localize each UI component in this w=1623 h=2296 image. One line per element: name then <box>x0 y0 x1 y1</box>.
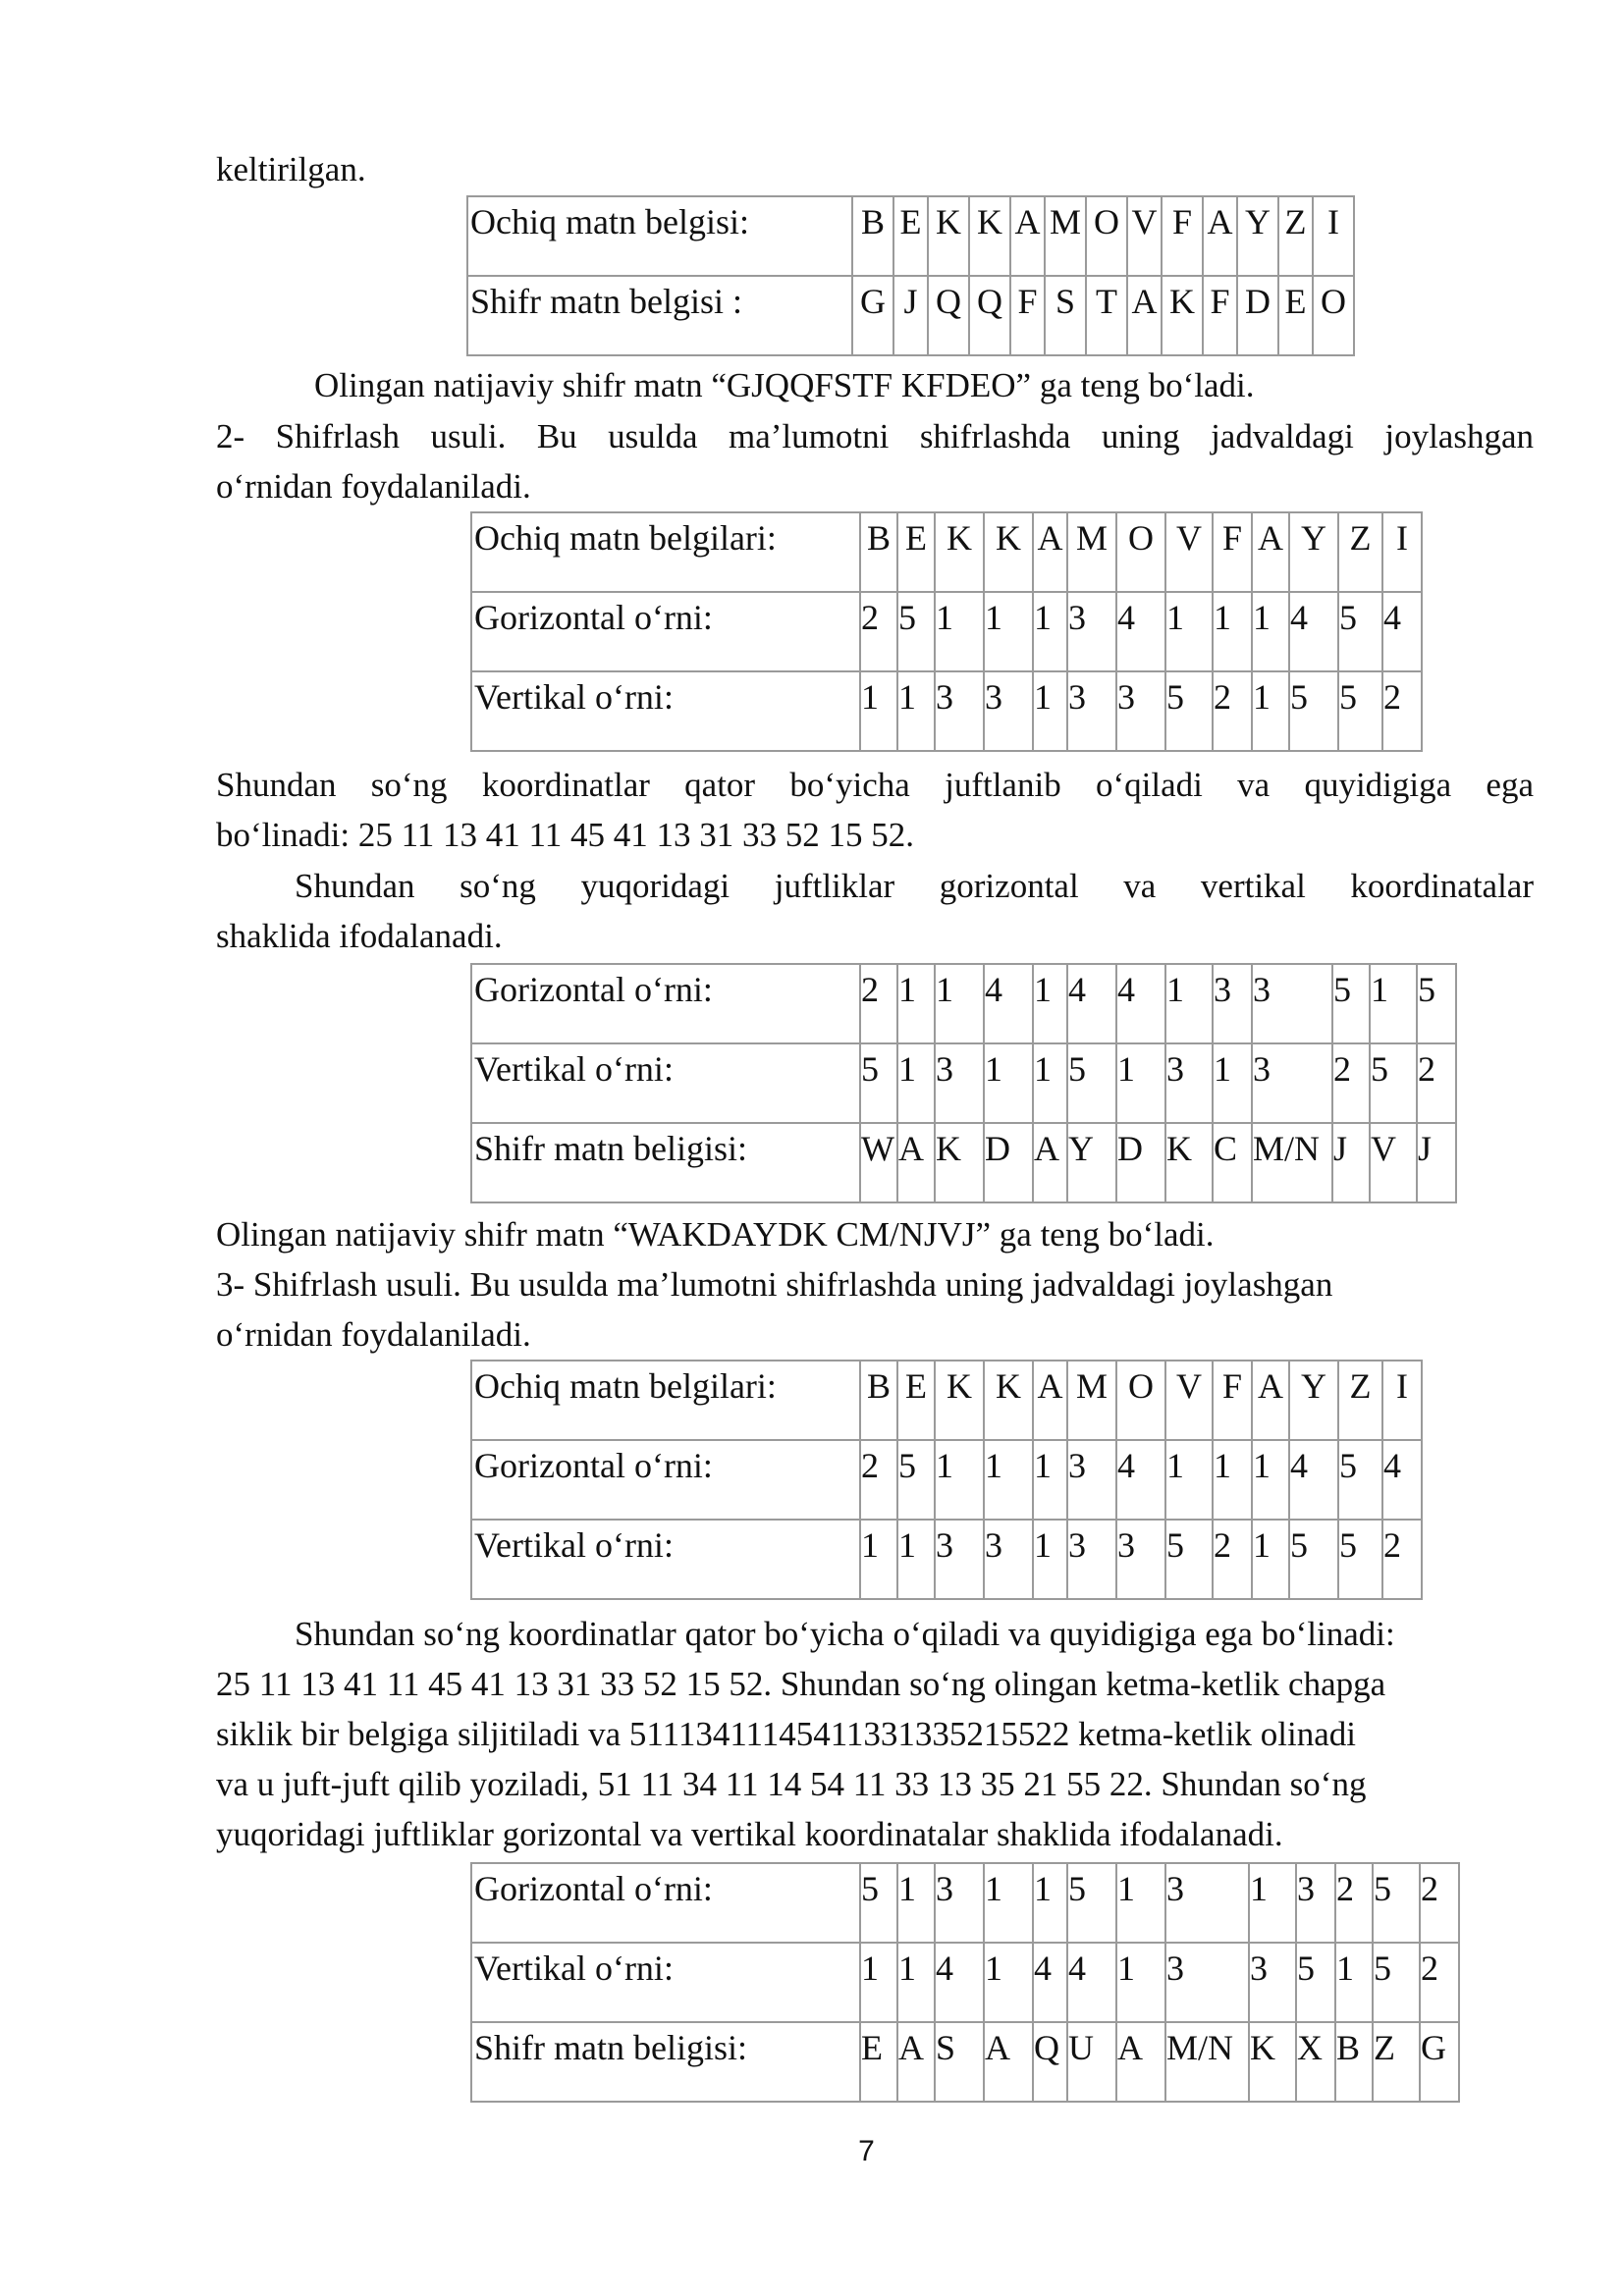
method-3-body <box>216 1609 1395 1859</box>
table-cell: 1 <box>984 592 1033 671</box>
table-cell: J <box>893 276 928 355</box>
table-cell: 2 <box>860 592 897 671</box>
table-cell: 3 <box>1252 1043 1332 1123</box>
table-cell: 5 <box>1370 1043 1417 1123</box>
table-row <box>471 1440 1422 1520</box>
table-cell: K <box>928 196 969 276</box>
table-cell: 4 <box>935 1943 984 2022</box>
row-label: Shifr matn beligisi: <box>471 1123 860 1202</box>
table-cell: E <box>893 196 928 276</box>
table-cell: 3 <box>1067 1440 1116 1520</box>
table-cell: Y <box>1067 1123 1116 1202</box>
table-cell: 1 <box>1252 671 1289 751</box>
table-cell: 3 <box>1165 1943 1249 2022</box>
table-cell: 1 <box>1335 1943 1373 2022</box>
table-cell: 1 <box>1165 964 1213 1043</box>
table-cell: E <box>860 2022 897 2102</box>
table-cell: 1 <box>1033 1043 1067 1123</box>
table-cell: K <box>1162 276 1203 355</box>
table-cell: B <box>852 196 893 276</box>
table-cell: 2 <box>1417 1043 1456 1123</box>
table-cell: E <box>897 1361 935 1440</box>
table-cell: 3 <box>984 1520 1033 1599</box>
table-cell: 2 <box>1420 1943 1459 2022</box>
table-cell: 4 <box>1382 592 1422 671</box>
paragraph-continuation: keltirilgan. <box>216 150 366 188</box>
table-cell: 1 <box>1033 1440 1067 1520</box>
table-cell: B <box>1335 2022 1373 2102</box>
table-cell: 5 <box>1338 1440 1382 1520</box>
table-cell: 5 <box>1165 1520 1213 1599</box>
table-cell: 4 <box>1289 1440 1338 1520</box>
table-cell: Y <box>1237 196 1278 276</box>
table-cell: E <box>1278 276 1313 355</box>
table-cell: 1 <box>984 1863 1033 1943</box>
table-cell: A <box>1033 1361 1067 1440</box>
text-line: yuqoridagi juftliklar gorizontal va vertikal koordinatalar shaklida ifodalanadi. <box>216 1815 1283 1853</box>
table-cell: E <box>897 512 935 592</box>
table-cell: 5 <box>1165 671 1213 751</box>
table-cell: K <box>969 196 1010 276</box>
table-cell: D <box>984 1123 1033 1202</box>
table-cell: 5 <box>1067 1863 1116 1943</box>
row-label: Shifr matn belgisi : <box>467 276 852 355</box>
table-cell: 1 <box>1033 1520 1067 1599</box>
table-cell: 1 <box>897 1943 935 2022</box>
table-cell: B <box>860 512 897 592</box>
table-cell: 1 <box>984 1043 1033 1123</box>
table-cell: O <box>1116 512 1165 592</box>
table-cell: W <box>860 1123 897 1202</box>
table-cell: O <box>1116 1361 1165 1440</box>
text-line: 2- Shifrlash usuli. Bu usulda ma’lumotni shifrlashda uning jadvaldagi joylashgan <box>216 417 1534 455</box>
table-cell: F <box>1213 1361 1252 1440</box>
table-cell: B <box>860 1361 897 1440</box>
table-cell: 1 <box>1213 592 1252 671</box>
table-cell: Y <box>1289 512 1338 592</box>
table-cell: 5 <box>1338 671 1382 751</box>
table-cell: A <box>1252 512 1289 592</box>
table-cell: I <box>1382 1361 1422 1440</box>
table-cell: 4 <box>1116 592 1165 671</box>
table-cell: K <box>1249 2022 1296 2102</box>
table-cell: A <box>1203 196 1237 276</box>
table-cell: 2 <box>1335 1863 1373 1943</box>
table-cell: K <box>935 512 984 592</box>
table-cell: 5 <box>897 1440 935 1520</box>
table-cell: 3 <box>935 1863 984 1943</box>
table-cell: Z <box>1338 1361 1382 1440</box>
table-cell: 1 <box>1252 1520 1289 1599</box>
table-method-3-coords <box>470 1360 1423 1600</box>
table-cell: Q <box>928 276 969 355</box>
page-number: 7 <box>858 2135 875 2167</box>
row-label: Ochiq matn belgisi: <box>467 196 852 276</box>
table-cell: 1 <box>1165 1440 1213 1520</box>
table-cell: 5 <box>860 1043 897 1123</box>
text-line: o‘rnidan foydalaniladi. <box>216 467 531 506</box>
text-line: Shundan so‘ng koordinatlar qator bo‘yicha juftlanib o‘qiladi va quyidigiga ega <box>216 766 1534 804</box>
text-line: 25 11 13 41 11 45 41 13 31 33 52 15 52. Shundan so‘ng olingan ketma-ketlik chapga <box>216 1665 1386 1703</box>
table-cell: 5 <box>1289 1520 1338 1599</box>
table-cell: M/N <box>1165 2022 1249 2102</box>
table-cell: 1 <box>1252 592 1289 671</box>
table-cell: 3 <box>935 671 984 751</box>
table-row <box>471 512 1422 592</box>
row-label: Gorizontal o‘rni: <box>471 964 860 1043</box>
table-cell: 1 <box>1249 1863 1296 1943</box>
table-row <box>471 671 1422 751</box>
table-cell: 3 <box>1067 1520 1116 1599</box>
table-cell: 1 <box>1116 1943 1165 2022</box>
table-cell: 5 <box>1296 1943 1335 2022</box>
text-line: Shundan so‘ng koordinatlar qator bo‘yicha o‘qiladi va quyidigiga ega bo‘linadi: <box>295 1615 1395 1653</box>
table-row <box>467 276 1354 355</box>
table-cell: 5 <box>1338 1520 1382 1599</box>
row-label: Gorizontal o‘rni: <box>471 1440 860 1520</box>
row-label: Vertikal o‘rni: <box>471 671 860 751</box>
table-cell: V <box>1165 512 1213 592</box>
table-cell: 5 <box>1332 964 1370 1043</box>
table-cell: 2 <box>1213 671 1252 751</box>
table-cell: D <box>1116 1123 1165 1202</box>
table-row <box>471 1520 1422 1599</box>
table-cell: Z <box>1278 196 1313 276</box>
row-label: Vertikal o‘rni: <box>471 1943 860 2022</box>
table-cell: 5 <box>1338 592 1382 671</box>
table-cell: A <box>1116 2022 1165 2102</box>
table-cell: F <box>1213 512 1252 592</box>
table-cell: K <box>984 1361 1033 1440</box>
table-cell: 1 <box>860 1943 897 2022</box>
table-cell: 1 <box>1213 1043 1252 1123</box>
table-method-2-cipher <box>470 963 1457 1203</box>
row-label: Gorizontal o‘rni: <box>471 1863 860 1943</box>
table-cell: 3 <box>1116 671 1165 751</box>
table-cell: 3 <box>1252 964 1332 1043</box>
table-cell: D <box>1237 276 1278 355</box>
table-cell: 5 <box>1373 1863 1420 1943</box>
table-cell: 4 <box>1289 592 1338 671</box>
table-cell: C <box>1213 1123 1252 1202</box>
table-cell: 4 <box>1033 1943 1067 2022</box>
table-cell: 4 <box>984 964 1033 1043</box>
table-cell: 3 <box>935 1043 984 1123</box>
table-cell: J <box>1417 1123 1456 1202</box>
table-cell: F <box>1203 276 1237 355</box>
method-3-heading <box>216 1259 1332 1360</box>
table-cell: 2 <box>1382 1520 1422 1599</box>
table-cell: V <box>1370 1123 1417 1202</box>
table-cell: 1 <box>1033 671 1067 751</box>
table-cell: 4 <box>1382 1440 1422 1520</box>
table-method-2-coords <box>470 511 1423 752</box>
text-line: shaklida ifodalanadi. <box>216 917 503 955</box>
table-cell: 1 <box>935 1440 984 1520</box>
table-row <box>471 592 1422 671</box>
table-cell: F <box>1162 196 1203 276</box>
table-row <box>467 196 1354 276</box>
row-label: Gorizontal o‘rni: <box>471 592 860 671</box>
table-cell: K <box>935 1361 984 1440</box>
table-row <box>471 964 1456 1043</box>
table-cell: Z <box>1373 2022 1420 2102</box>
table-cell: 1 <box>860 1520 897 1599</box>
table-cell: 1 <box>897 964 935 1043</box>
table-cell: Q <box>969 276 1010 355</box>
table-cell: S <box>935 2022 984 2102</box>
table-cell: 2 <box>860 964 897 1043</box>
table-cell: A <box>1127 276 1162 355</box>
table-row <box>471 2022 1459 2102</box>
table-cell: M <box>1045 196 1086 276</box>
table-cell: 5 <box>1289 671 1338 751</box>
table-cell: I <box>1313 196 1354 276</box>
method-2-heading <box>216 411 1534 511</box>
table-cell: U <box>1067 2022 1116 2102</box>
table-cell: 1 <box>860 671 897 751</box>
table-cell: 5 <box>860 1863 897 1943</box>
table-cell: 5 <box>1373 1943 1420 2022</box>
table-cell: 3 <box>1165 1863 1249 1943</box>
row-label: Shifr matn beligisi: <box>471 2022 860 2102</box>
text-line: siklik bir belgiga siljitiladi va 51113411145411331335215522 ketma-ketlik olinadi <box>216 1715 1357 1753</box>
table-cell: M/N <box>1252 1123 1332 1202</box>
table-cell: 1 <box>1033 964 1067 1043</box>
table-cell: 1 <box>1165 592 1213 671</box>
table-cell: 5 <box>897 592 935 671</box>
text-line: va u juft-juft qilib yoziladi, 51 11 34 11 14 54 11 33 13 35 21 55 22. Shundan so‘ng <box>216 1765 1367 1803</box>
table-cell: 3 <box>1296 1863 1335 1943</box>
table-method-3-cipher <box>470 1862 1460 2103</box>
table-cell: 2 <box>860 1440 897 1520</box>
table-cell: Y <box>1289 1361 1338 1440</box>
table-cell: 3 <box>1249 1943 1296 2022</box>
text-line: Shundan so‘ng yuqoridagi juftliklar gorizontal va vertikal koordinatalar <box>295 867 1534 905</box>
table-cell: 1 <box>984 1440 1033 1520</box>
table-cell: 1 <box>897 671 935 751</box>
table-cell: 1 <box>935 592 984 671</box>
table-cell: O <box>1086 196 1127 276</box>
result-text-method-2: Olingan natijaviy shifr matn “WAKDAYDK CM/NJVJ” ga teng bo‘ladi. <box>216 1215 1215 1254</box>
table-cell: F <box>1010 276 1045 355</box>
method-2-pairs-text <box>216 861 1534 961</box>
table-cell: A <box>897 1123 935 1202</box>
method-2-coords-text <box>216 760 1534 860</box>
table-cell: 1 <box>897 1043 935 1123</box>
table-cell: 1 <box>1033 592 1067 671</box>
table-cell: 4 <box>1116 1440 1165 1520</box>
table-cell: 3 <box>1067 592 1116 671</box>
table-cell: K <box>984 512 1033 592</box>
table-cell: 3 <box>1165 1043 1213 1123</box>
table-cell: 4 <box>1067 1943 1116 2022</box>
table-row <box>471 1361 1422 1440</box>
table-cell: A <box>1010 196 1045 276</box>
table-cell: 2 <box>1213 1520 1252 1599</box>
table-cell: V <box>1165 1361 1213 1440</box>
table-cell: A <box>1252 1361 1289 1440</box>
table-cell: 5 <box>1067 1043 1116 1123</box>
table-cell: 3 <box>984 671 1033 751</box>
table-cell: Q <box>1033 2022 1067 2102</box>
table-cell: K <box>935 1123 984 1202</box>
table-row <box>471 1943 1459 2022</box>
table-cell: M <box>1067 512 1116 592</box>
table-cell: 2 <box>1382 671 1422 751</box>
table-cell: V <box>1127 196 1162 276</box>
table-row <box>471 1863 1459 1943</box>
table-cell: S <box>1045 276 1086 355</box>
table-cell: G <box>852 276 893 355</box>
table-cell: J <box>1332 1123 1370 1202</box>
row-label: Vertikal o‘rni: <box>471 1043 860 1123</box>
text-line: 3- Shifrlash usuli. Bu usulda ma’lumotni shifrlashda uning jadvaldagi joylashgan <box>216 1265 1333 1304</box>
row-label: Ochiq matn belgilari: <box>471 512 860 592</box>
table-cell: M <box>1067 1361 1116 1440</box>
table-cell: 4 <box>1116 964 1165 1043</box>
text-line: bo‘linadi: 25 11 13 41 11 45 41 13 31 33 52 15 52. <box>216 816 914 854</box>
text-line: o‘rnidan foydalaniladi. <box>216 1315 531 1354</box>
table-cell: O <box>1313 276 1354 355</box>
table-cell: Z <box>1338 512 1382 592</box>
table-cell: 1 <box>935 964 984 1043</box>
table-cell: X <box>1296 2022 1335 2102</box>
table-row <box>471 1123 1456 1202</box>
row-label: Ochiq matn belgilari: <box>471 1361 860 1440</box>
table-cell: 5 <box>1417 964 1456 1043</box>
table-cell: I <box>1382 512 1422 592</box>
table-cell: 1 <box>897 1520 935 1599</box>
table-cell: 1 <box>897 1863 935 1943</box>
table-cell: 2 <box>1332 1043 1370 1123</box>
table-example-1 <box>466 195 1355 356</box>
table-cell: 2 <box>1420 1863 1459 1943</box>
table-cell: G <box>1420 2022 1459 2102</box>
table-row <box>471 1043 1456 1123</box>
table-cell: 1 <box>1116 1043 1165 1123</box>
table-cell: T <box>1086 276 1127 355</box>
table-cell: 3 <box>1116 1520 1165 1599</box>
table-cell: 4 <box>1067 964 1116 1043</box>
table-cell: A <box>1033 512 1067 592</box>
table-cell: 1 <box>1213 1440 1252 1520</box>
table-cell: K <box>1165 1123 1213 1202</box>
table-cell: 1 <box>1116 1863 1165 1943</box>
table-cell: 1 <box>1033 1863 1067 1943</box>
table-cell: 1 <box>1370 964 1417 1043</box>
table-cell: A <box>984 2022 1033 2102</box>
row-label: Vertikal o‘rni: <box>471 1520 860 1599</box>
table-cell: A <box>1033 1123 1067 1202</box>
table-cell: A <box>897 2022 935 2102</box>
result-text-method-1: Olingan natijaviy shifr matn “GJQQFSTF KFDEO” ga teng bo‘ladi. <box>314 366 1255 404</box>
table-cell: 1 <box>1252 1440 1289 1520</box>
table-cell: 3 <box>1213 964 1252 1043</box>
table-cell: 1 <box>984 1943 1033 2022</box>
table-cell: 3 <box>935 1520 984 1599</box>
table-cell: 3 <box>1067 671 1116 751</box>
